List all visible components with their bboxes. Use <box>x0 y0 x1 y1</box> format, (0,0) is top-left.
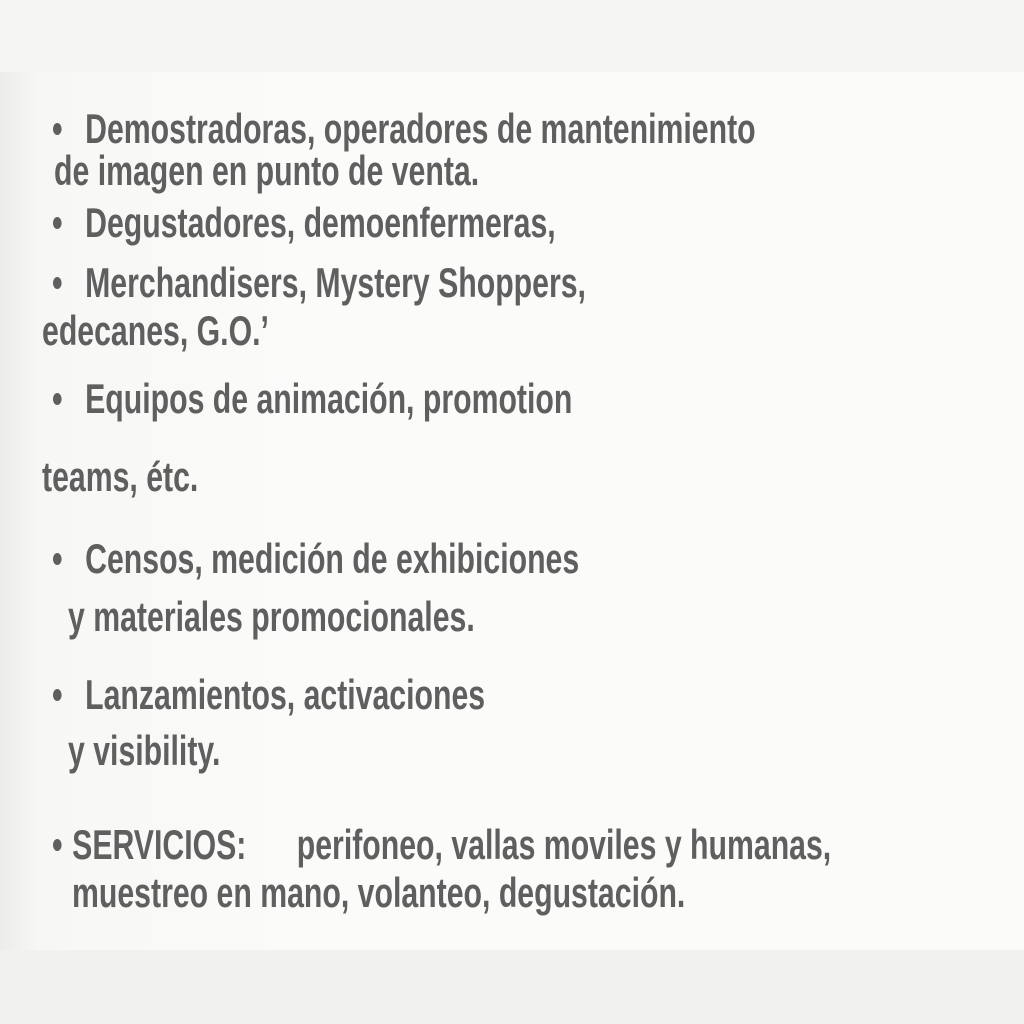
list-item <box>52 259 586 306</box>
bottom-margin <box>0 950 1024 1024</box>
list-item-text: perifoneo, vallas moviles y humanas, <box>296 821 832 868</box>
bullet-icon: • <box>52 535 63 582</box>
list-item-continuation: y visibility. <box>68 727 221 774</box>
bullet-icon: • <box>52 671 63 718</box>
bullet-icon: • <box>52 259 63 306</box>
bullet-icon: • <box>52 199 63 246</box>
list-item-continuation: edecanes, G.O.’ <box>42 307 269 354</box>
list-item-text: Merchandisers, Mystery Shoppers, <box>85 259 586 306</box>
bullet-icon: • <box>52 375 63 422</box>
list-item-continuation: de imagen en punto de venta. <box>54 147 480 194</box>
list-item <box>52 535 580 582</box>
list-item <box>52 821 832 868</box>
services-label: SERVICIOS: <box>72 821 247 868</box>
list-item-continuation: muestreo en mano, volanteo, degustación. <box>72 869 686 916</box>
list-item-text: Demostradoras, operadores de mantenimiento <box>85 105 756 152</box>
list-item <box>52 671 486 718</box>
list-item-text: Lanzamientos, activaciones <box>85 671 486 718</box>
top-margin <box>0 0 1024 72</box>
list-item-continuation: y materiales promocionales. <box>68 593 475 640</box>
list-item-text: Censos, medición de exhibiciones <box>85 535 580 582</box>
list-item <box>52 105 756 152</box>
bullet-icon: • <box>52 105 63 152</box>
list-item <box>52 199 556 246</box>
list-item <box>52 375 573 422</box>
list-item-continuation: teams, étc. <box>42 453 199 500</box>
list-item-text: Degustadores, demoenfermeras, <box>85 199 556 246</box>
list-item-text: Equipos de animación, promotion <box>85 375 573 422</box>
bullet-icon: • <box>52 821 63 868</box>
